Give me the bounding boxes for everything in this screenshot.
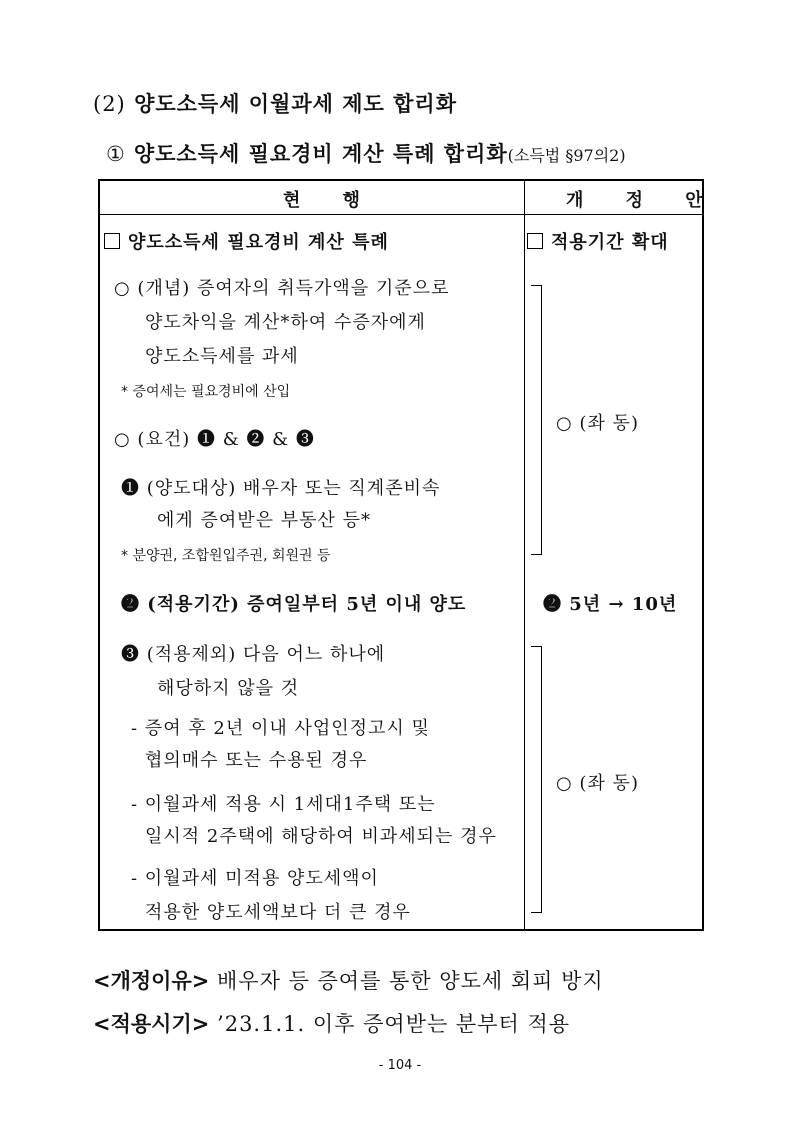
checkbox-square-icon [104,233,120,249]
law-reference: (소득법 §97의2) [507,146,626,165]
header-proposed: 개 정 안 [566,190,721,211]
bracket-upper [531,285,542,555]
subsection-marker: ① [106,142,126,166]
requirement-2: ❷ (적용기간) 증여일부터 5년 이내 양도 [121,594,467,615]
apply-line [93,1008,570,1038]
exclusion-3-line-1: - 이월과세 미적용 양도세액이 [131,868,379,889]
requirement-1-line-2: 에게 증여받은 부동산 등* [157,510,372,531]
period-extension: ❷ 5년 → 10년 [543,594,678,615]
reason-line [93,965,604,995]
exclusion-2-line-1: - 이월과세 적용 시 1세대1주택 또는 [131,794,436,815]
left-heading: 양도소득세 필요경비 계산 특례 [104,228,389,254]
section-title [93,88,457,118]
apply-text: ’23.1.1. 이후 증여받는 분부터 적용 [217,1012,571,1036]
requirement-1-note: * 분양권, 조합원입주권, 회원권 등 [121,548,331,564]
section-title-text: 양도소득세 이월과세 제도 합리화 [134,91,457,116]
requirements-line: ○ (요건) ❶ & ❷ & ❸ [114,429,315,450]
requirement-3-line-2: 해당하지 않을 것 [157,678,300,699]
exclusion-3-line-2: 적용한 양도세액보다 더 큰 경우 [145,902,411,923]
apply-tag: <적용시기> [93,1012,210,1036]
page-number: - 104 - [378,1058,422,1073]
bracket-lower [531,646,542,913]
same-as-left-1: ○ (좌 동) [556,413,639,434]
exclusion-2-line-2: 일시적 2주택에 해당하여 비과세되는 경우 [145,826,497,847]
reason-tag: <개정이유> [93,969,210,993]
right-heading: 적용기간 확대 [527,228,669,254]
section-number: (2) [93,92,126,116]
table-header-divider [98,214,704,215]
same-as-left-2: ○ (좌 동) [556,773,639,794]
subsection-title [106,138,626,168]
header-current: 현 행 [283,190,379,211]
concept-line-3: 양도소득세를 과세 [145,346,299,367]
table-column-divider [524,179,525,931]
concept-line-2: 양도차익을 계산*하여 수증자에게 [145,312,426,333]
checkbox-square-icon [527,233,543,249]
concept-line-1: ○ (개념) 증여자의 취득가액을 기준으로 [114,278,450,299]
concept-note: * 증여세는 필요경비에 산입 [121,384,291,400]
subsection-title-text: 양도소득세 필요경비 계산 특례 합리화 [133,141,508,166]
requirement-1-line-1: ❶ (양도대상) 배우자 또는 직계존비속 [121,478,441,499]
requirement-3-line-1: ❸ (적용제외) 다음 어느 하나에 [121,644,386,665]
exclusion-1-line-1: - 증여 후 2년 이내 사업인정고시 및 [131,718,430,739]
reason-text: 배우자 등 증여를 통한 양도세 회피 방지 [217,969,604,993]
exclusion-1-line-2: 협의매수 또는 수용된 경우 [145,750,368,771]
